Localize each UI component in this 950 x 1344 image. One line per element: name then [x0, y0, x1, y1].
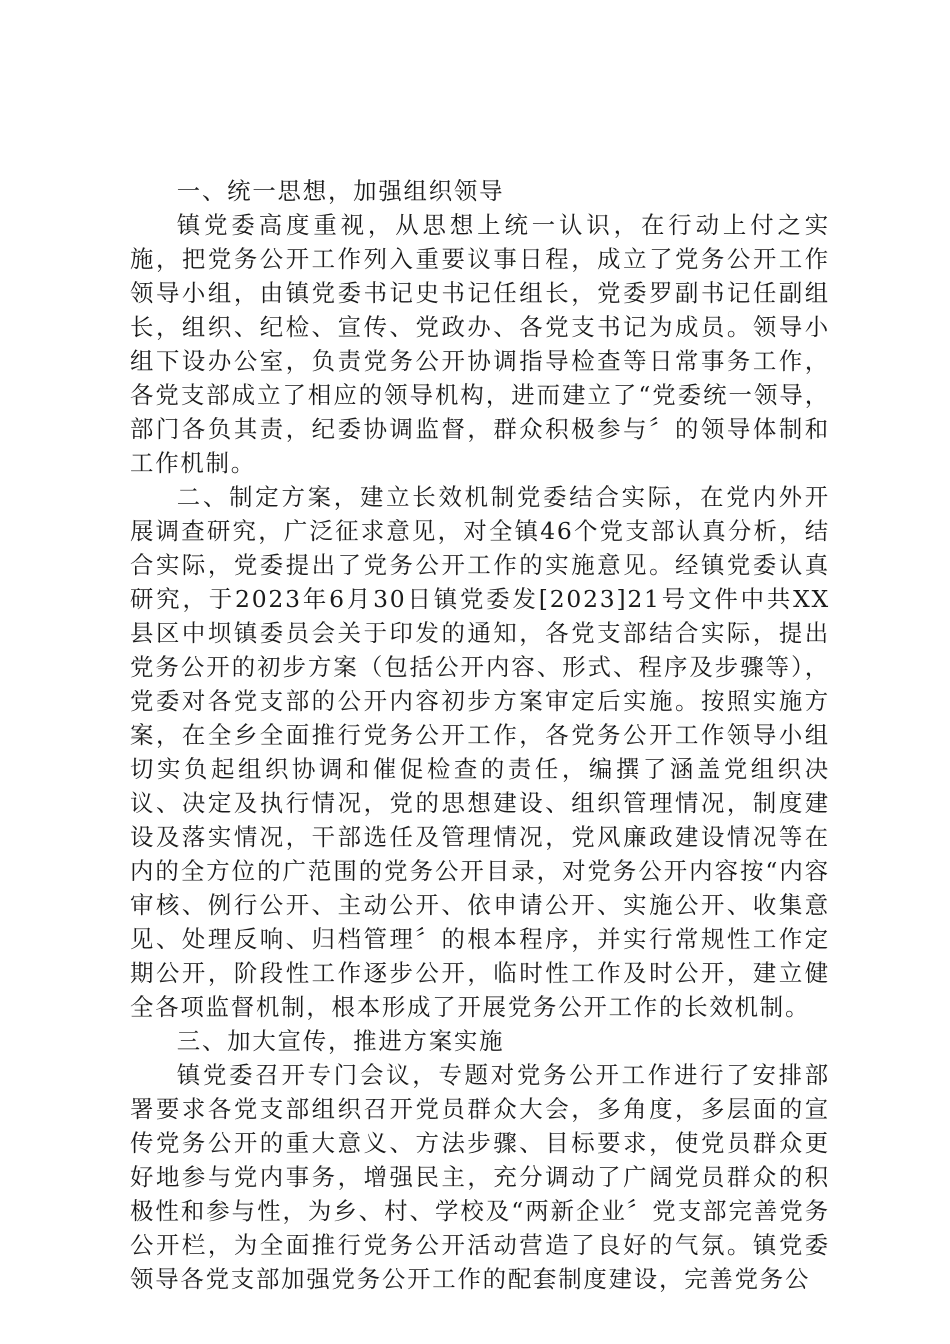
paragraph: 镇党委高度重视，从思想上统一认识，在行动上付之实施，把党务公开工作列入重要议事日程，成立了党务公开工作领导小组，由镇党委书记史书记任组长，党委罗副书记任副组长，组织、纪检、宣传、党政办、各党支书记为成员。领导小组下设办公室，负责党务公开协调指导检查等日常事务工作，各党支部成立了相应的领导机构，进而建立了“党委统一领导，部门各负其责，纪委协调监督，群众积极参与〞的领导体制和工作机制。 — [130, 211, 830, 477]
section-heading-1: 一、统一思想，加强组织领导 — [176, 177, 505, 205]
section-heading-3: 三、加大宣传，推进方案实施 — [176, 1027, 505, 1055]
paragraph: 镇党委召开专门会议，专题对党务公开工作进行了安排部署要求各党支部组织召开党员群众大会，多角度，多层面的宣传党务公开的重大意义、方法步骤、目标要求，使党员群众更好地参与党内事务，增强民主，充分调动了广阔党员群众的积极性和参与性，为乡、村、学校及“两新企业〞党支部完善党务公开栏，为全面推行党务公开活动营造了良好的气氛。镇党委领导各党支部加强党务公开工作的配套制度建设，完善党务公 — [130, 1061, 830, 1293]
section-heading-2-paragraph: 二、制定方案，建立长效机制党委结合实际，在党内外开展调查研究，广泛征求意见，对全镇46个党支部认真分析，结合实际，党委提出了党务公开工作的实施意见。经镇党委认真研究，于2023年6月30日镇党委发[2023]21号文件中共XX县区中坝镇委员会关于印发的通知，各党支部结合实际，提出党务公开的初步方案（包括公开内容、形式、程序及步骤等），党委对各党支部的公开内容初步方案审定后实施。按照实施方案，在全乡全面推行党务公开工作，各党务公开工作领导小组切实负起组织协调和催促检查的责任，编撰了涵盖党组织决议、决定及执行情况，党的思想建设、组织管理情况，制度建设及落实情况，干部选任及管理情况，党风廉政建设情况等在内的全方位的广范围的党务公开目录，对党务公开内容按“内容审核、例行公开、主动公开、依申请公开、实施公开、收集意见、处理反响、归档管理〞的根本程序，并实行常规性工作定期公开，阶段性工作逐步公开，临时性工作及时公开，建立健全各项监督机制，根本形成了开展党务公开工作的长效机制。 — [130, 483, 830, 1021]
document-body — [130, 174, 830, 1296]
